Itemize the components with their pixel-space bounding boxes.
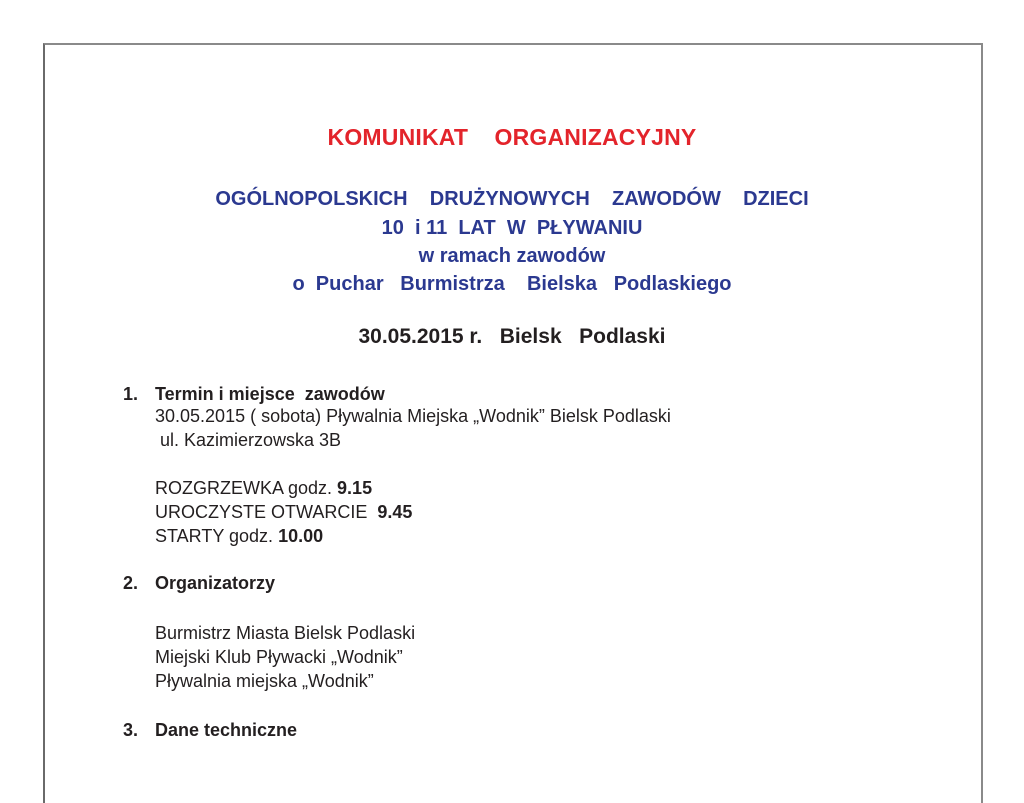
schedule-starts-time: 10.00 <box>278 526 324 546</box>
schedule-opening-time: 9.45 <box>377 502 413 522</box>
date-place: 30.05.2015 r. Bielsk Podlaski <box>358 325 666 348</box>
section-1-heading: Termin i miejsce zawodów <box>155 384 385 404</box>
organizer-3: Pływalnia miejska „Wodnik” <box>155 671 374 691</box>
subtitle-line-1: OGÓLNOPOLSKICH DRUŻYNOWYCH ZAWODÓW DZIECI <box>215 188 809 210</box>
section-2-heading: Organizatorzy <box>155 573 276 593</box>
schedule-starts-label: STARTY godz. <box>155 526 279 546</box>
schedule-warmup <box>155 478 372 499</box>
subtitle-line-2: 10 i 11 LAT W PŁYWANIU <box>381 217 643 239</box>
schedule-warmup-time: 9.15 <box>337 478 373 498</box>
subtitle-line-4: o Puchar Burmistrza Bielska Podlaskiego <box>292 273 732 295</box>
document-title: KOMUNIKAT ORGANIZACYJNY <box>327 124 697 150</box>
schedule-starts <box>155 526 323 547</box>
section-3-heading: Dane techniczne <box>155 720 298 740</box>
organizer-2: Miejski Klub Pływacki „Wodnik” <box>155 647 403 667</box>
section-1-line-2: ul. Kazimierzowska 3B <box>155 430 342 450</box>
schedule-opening <box>155 502 412 523</box>
schedule-warmup-label: ROZGRZEWKA godz. <box>155 478 338 498</box>
schedule-opening-label: UROCZYSTE OTWARCIE <box>155 502 378 522</box>
section-1-number: 1. <box>123 384 139 404</box>
section-1-line-1: 30.05.2015 ( sobota) Pływalnia Miejska „Wodnik” Bielsk Podlaski <box>155 406 671 426</box>
organizer-1: Burmistrz Miasta Bielsk Podlaski <box>155 623 416 643</box>
section-2-number: 2. <box>123 573 139 593</box>
section-3-number: 3. <box>123 720 139 740</box>
subtitle-line-3: w ramach zawodów <box>418 245 606 267</box>
